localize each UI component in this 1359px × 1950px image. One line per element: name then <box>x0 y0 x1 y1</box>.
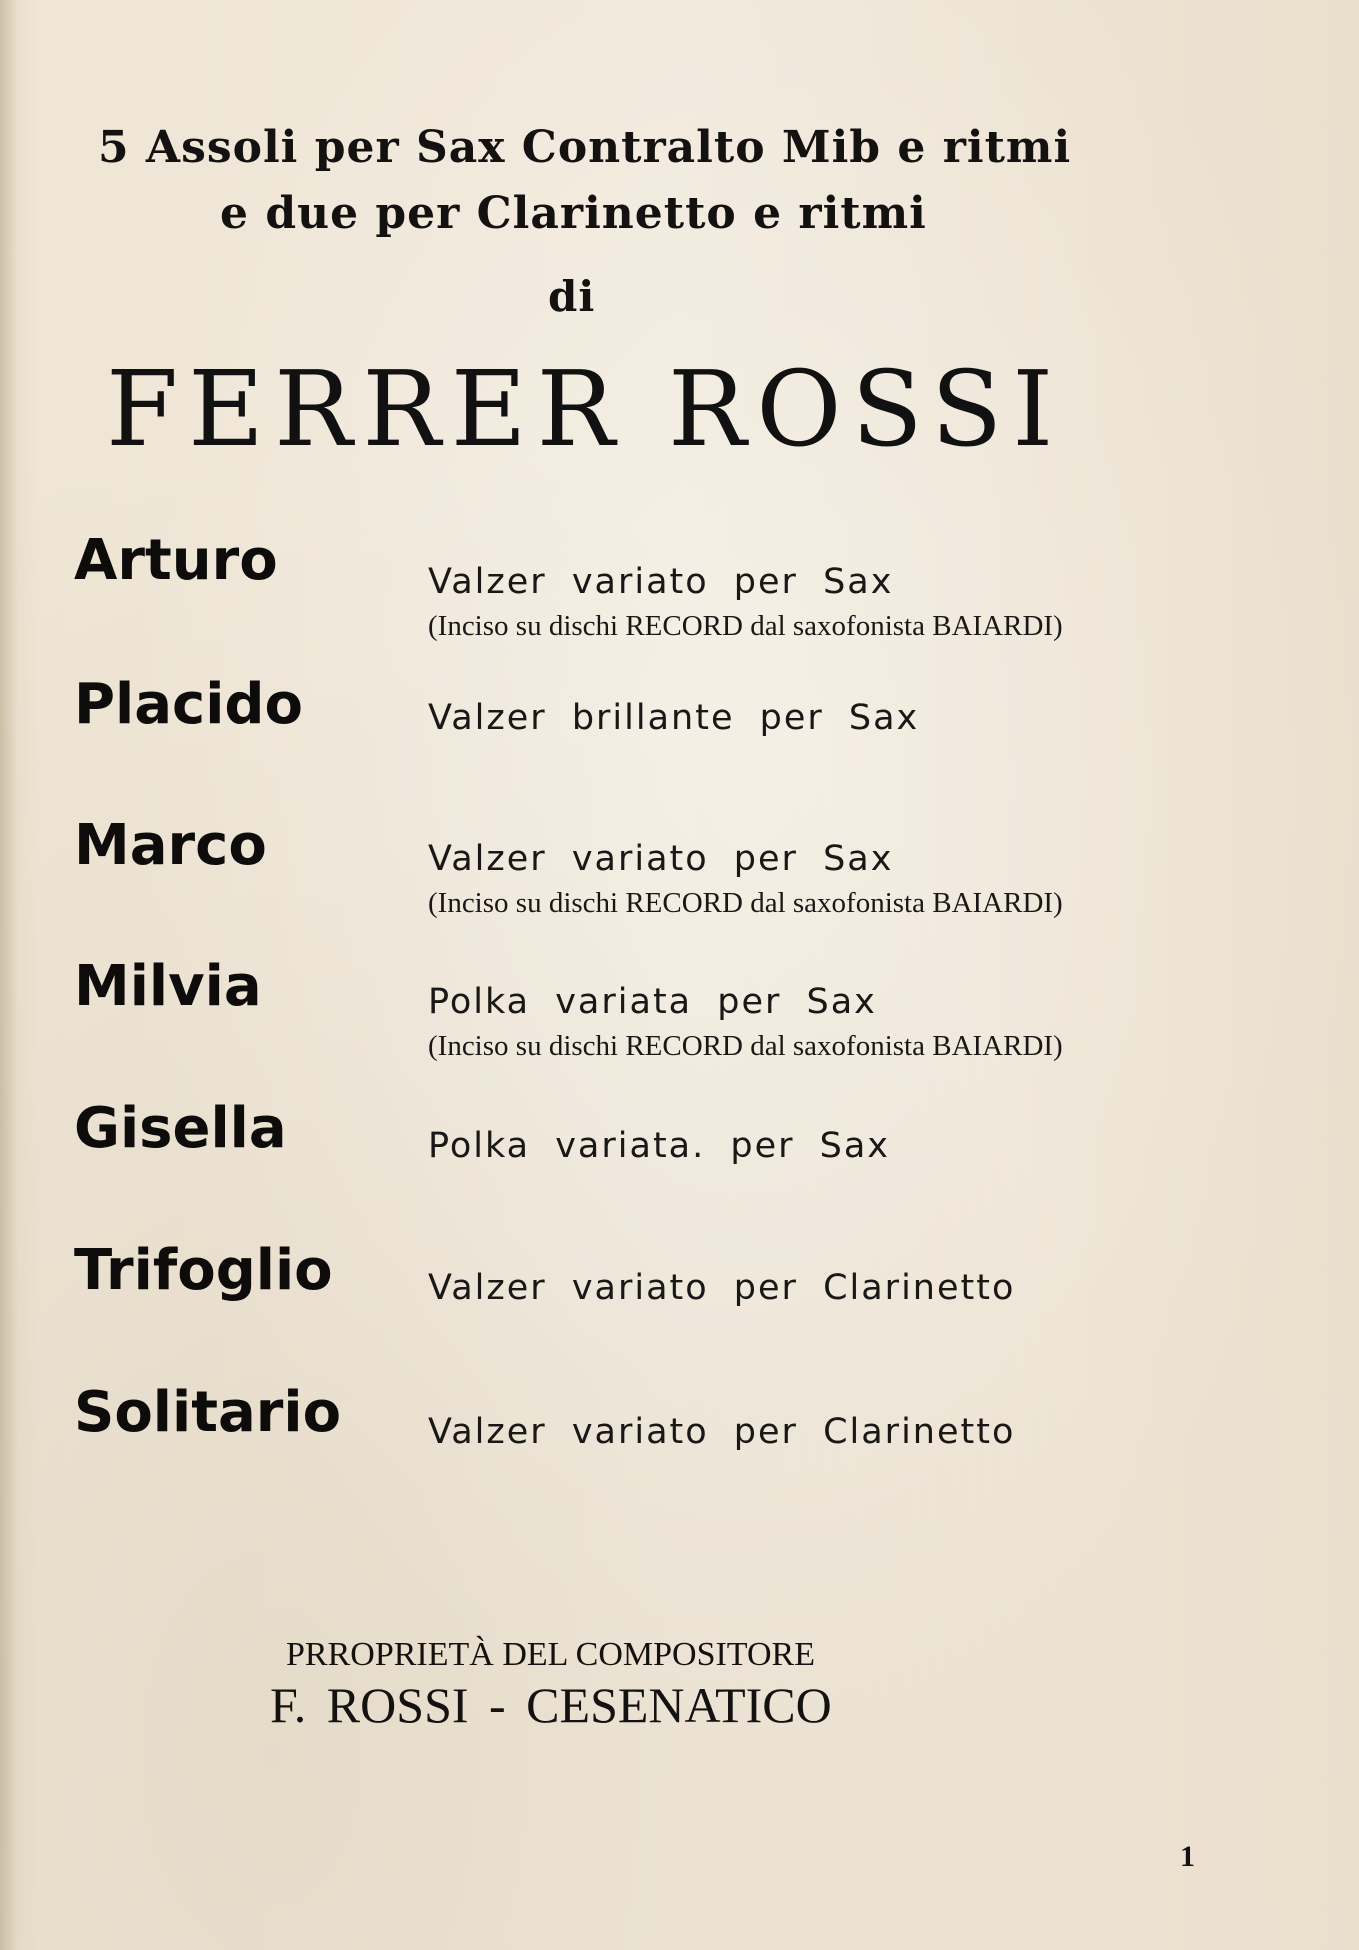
piece-title: Milvia <box>74 954 262 1019</box>
piece-title: Gisella <box>74 1096 287 1161</box>
page-binding-edge <box>0 0 18 1950</box>
composer-name: FERRER ROSSI <box>106 348 1064 470</box>
piece-description: Polka variata per Sax <box>428 982 877 1022</box>
byline: di <box>548 272 596 321</box>
page-number: 1 <box>1180 1840 1195 1873</box>
piece-description: Valzer variato per Clarinetto <box>428 1268 1016 1308</box>
subtitle-line-1: 5 Assoli per Sax Contralto Mib e ritmi <box>98 122 1072 173</box>
piece-recording-note: (Inciso su dischi RECORD dal saxofonista BAIARDI) <box>428 887 1063 919</box>
piece-title: Arturo <box>74 528 278 593</box>
piece-description: Valzer variato per Clarinetto <box>428 1412 1016 1452</box>
piece-title: Trifoglio <box>74 1238 333 1303</box>
piece-description: Polka variata. per Sax <box>428 1126 891 1166</box>
piece-recording-note: (Inciso su dischi RECORD dal saxofonista BAIARDI) <box>428 1030 1063 1062</box>
piece-title: Marco <box>74 813 267 878</box>
piece-description: Valzer variato per Sax <box>428 839 894 879</box>
publisher-name-line: F. ROSSI - CESENATICO <box>270 1677 832 1733</box>
publisher-rights-line: PRROPRIETÀ DEL COMPOSITORE <box>286 1636 815 1673</box>
piece-description: Valzer variato per Sax <box>428 562 894 602</box>
piece-title: Placido <box>74 672 303 737</box>
piece-description: Valzer brillante per Sax <box>428 698 920 738</box>
piece-title: Solitario <box>74 1380 342 1445</box>
subtitle-line-2: e due per Clarinetto e ritmi <box>220 188 927 239</box>
piece-recording-note: (Inciso su dischi RECORD dal saxofonista BAIARDI) <box>428 610 1063 642</box>
